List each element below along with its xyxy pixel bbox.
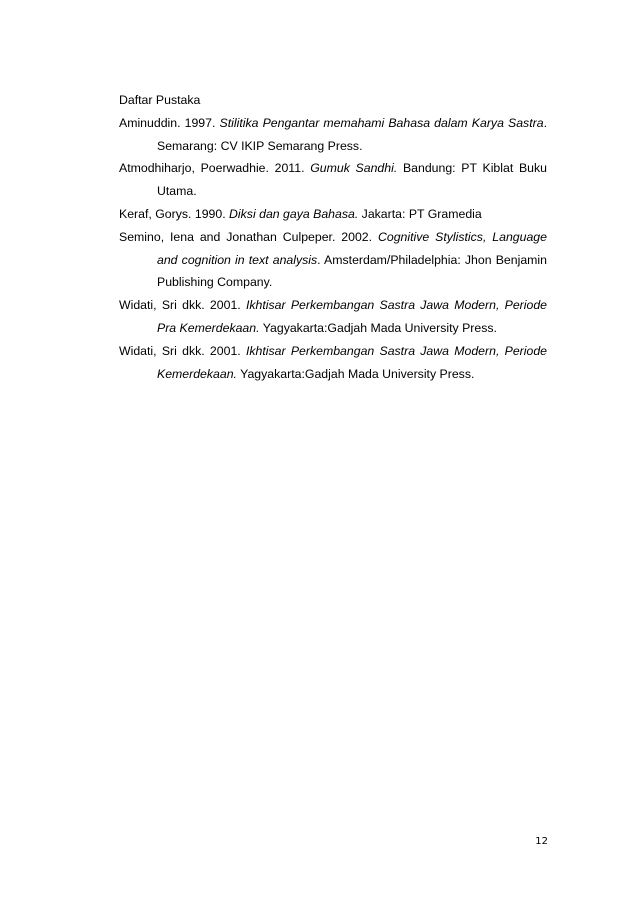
reference-title: Stilitika Pengantar memahami Bahasa dalam Karya Sastra <box>219 115 544 130</box>
reference-title: Cognitive Stylistics, Language and cognition in text analysis <box>157 229 547 267</box>
bibliography-section <box>119 89 547 385</box>
reference-publisher: Bandung: PT Kiblat Buku Utama. <box>157 161 547 199</box>
reference-entry <box>119 203 547 226</box>
page-number: 12 <box>535 836 548 847</box>
reference-publisher: Yagyakarta:Gadjah Mada University Press. <box>236 366 475 381</box>
reference-entry <box>119 340 547 386</box>
reference-entry <box>119 294 547 340</box>
reference-publisher: . Amsterdam/Philadelphia: Jhon Benjamin Publishing Company. <box>157 252 547 290</box>
reference-author-year: Aminuddin. 1997. <box>119 115 220 130</box>
reference-title: Ikhtisar Perkembangan Sastra Jawa Modern, Periode Pra Kemerdekaan. <box>157 298 547 335</box>
reference-entry <box>119 226 547 294</box>
reference-publisher: . Semarang: CV IKIP Semarang Press. <box>157 115 547 153</box>
reference-author-year: Semino, Iena and Jonathan Culpeper. 2002. <box>119 229 378 244</box>
reference-entry <box>119 112 547 158</box>
reference-title: Diksi dan gaya Bahasa. <box>229 206 359 221</box>
reference-author-year: Keraf, Gorys. 1990. <box>119 206 230 221</box>
reference-author-year: Widati, Sri dkk. 2001. <box>119 343 246 358</box>
bibliography-heading: Daftar Pustaka <box>119 93 201 107</box>
reference-entry <box>119 157 547 203</box>
reference-publisher: Yagyakarta:Gadjah Mada University Press. <box>259 320 497 335</box>
reference-author-year: Widati, Sri dkk. 2001. <box>119 298 246 313</box>
reference-title: Ikhtisar Perkembangan Sastra Jawa Modern, Periode Kemerdekaan. <box>157 343 547 381</box>
reference-title: Gumuk Sandhi. <box>310 161 398 176</box>
reference-author-year: Atmodhiharjo, Poerwadhie. 2011. <box>119 161 311 176</box>
reference-publisher: Jakarta: PT Gramedia <box>358 206 482 221</box>
